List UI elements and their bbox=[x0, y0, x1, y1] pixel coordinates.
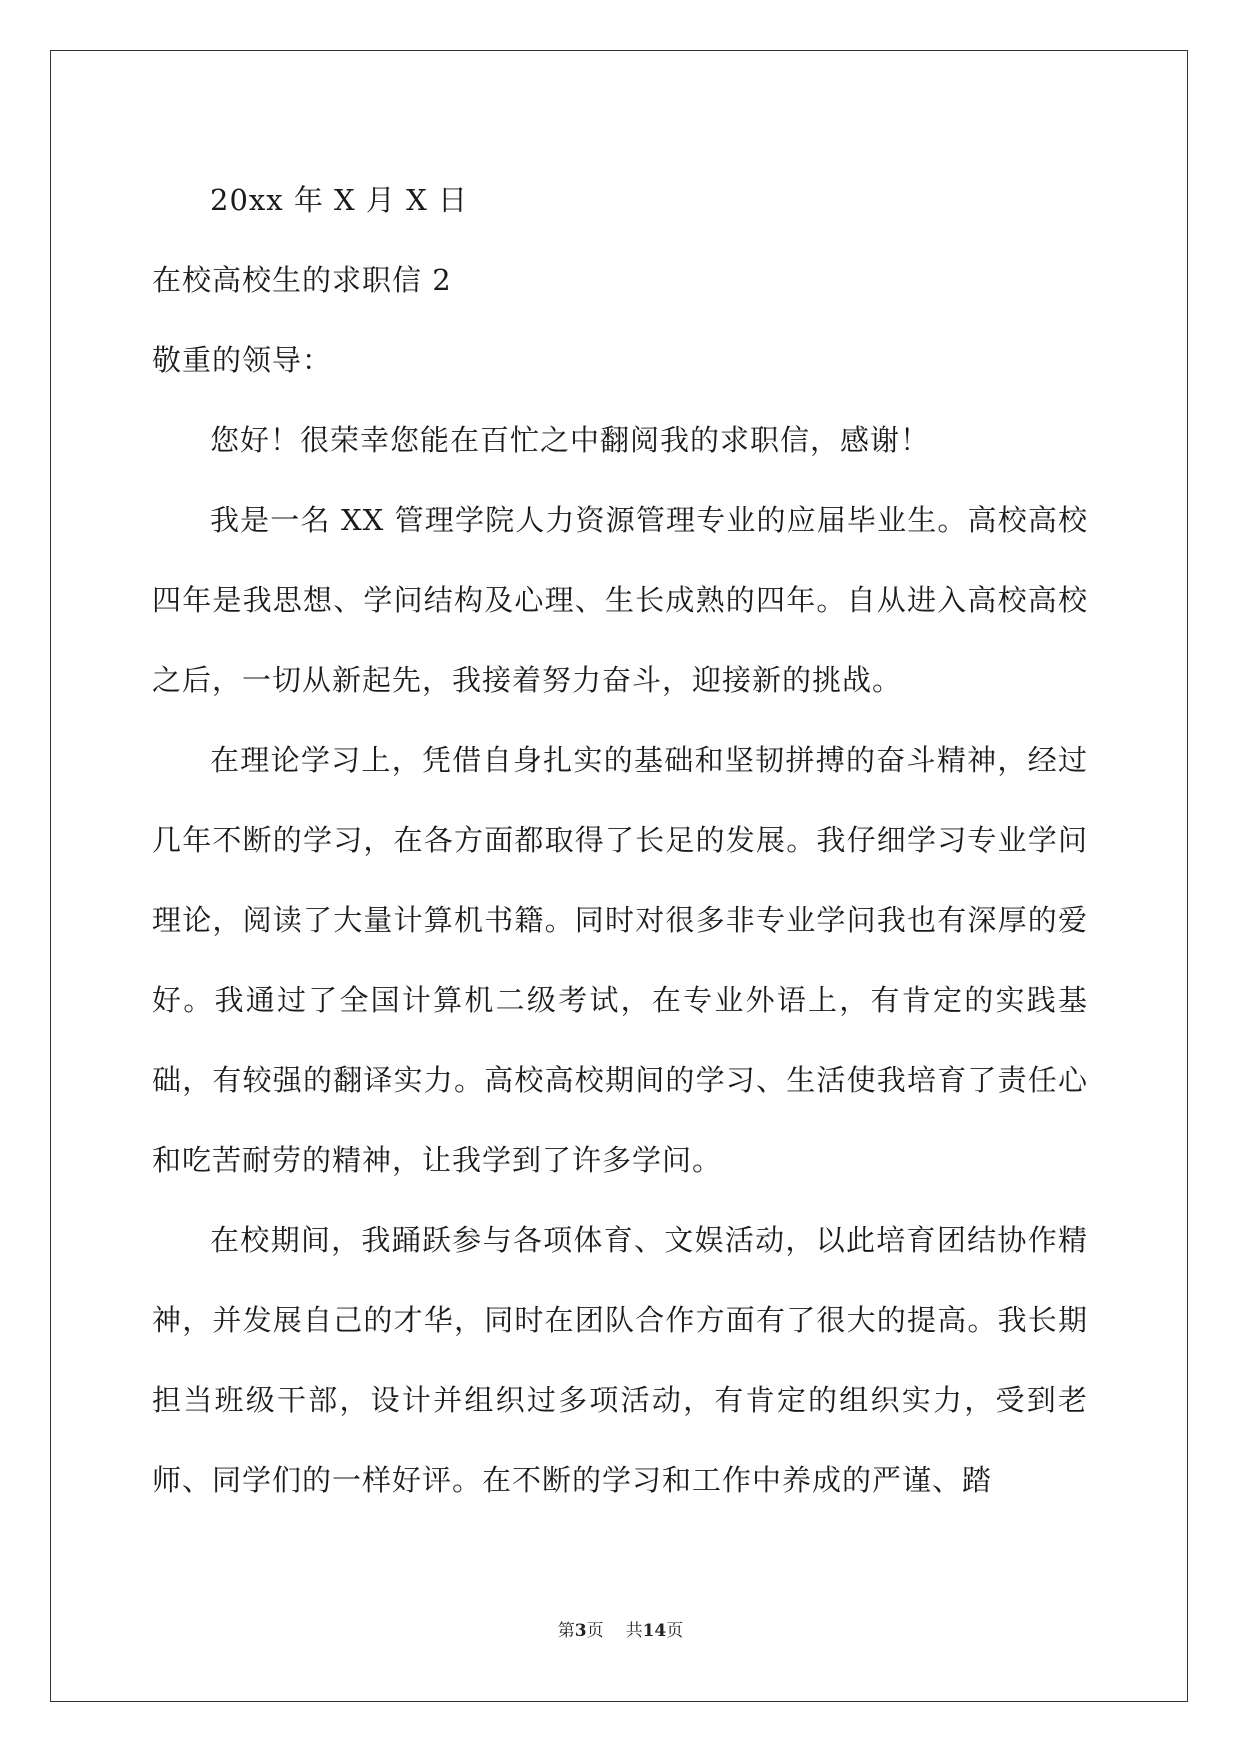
date-line: 20xx 年 X 月 X 日 bbox=[210, 183, 468, 217]
page-prefix: 第 bbox=[557, 1621, 575, 1641]
page-suffix: 页 bbox=[586, 1621, 604, 1641]
paragraph-intro: 我是一名 XX 管理学院人力资源管理专业的应届毕业生。高校高校四年是我思想、学问结构及心理、生长成熟的四年。自从进入高校高校之后，一切从新起先，我接着努力奋斗，迎接新的挑战。 bbox=[152, 503, 1088, 697]
page-footer bbox=[0, 1616, 1241, 1641]
paragraph-activities: 在校期间，我踊跃参与各项体育、文娱活动，以此培育团结协作精神，并发展自己的才华，同时在团队合作方面有了很大的提高。我长期担当班级干部，设计并组织过多项活动，有肯定的组织实力，受到老师、同学们的一样好评。在不断的学习和工作中养成的严谨、踏 bbox=[152, 1223, 1088, 1497]
letter-title: 在校高校生的求职信 2 bbox=[152, 263, 452, 297]
page-number: 3 bbox=[574, 1621, 587, 1641]
total-prefix: 共 bbox=[625, 1621, 643, 1641]
paragraph-greeting: 您好！很荣幸您能在百忙之中翻阅我的求职信，感谢！ bbox=[210, 423, 931, 457]
page-total: 14 bbox=[642, 1621, 667, 1641]
salutation: 敬重的领导： bbox=[152, 343, 333, 377]
document-body bbox=[152, 160, 1088, 1520]
total-suffix: 页 bbox=[666, 1621, 684, 1641]
paragraph-study: 在理论学习上，凭借自身扎实的基础和坚韧拼搏的奋斗精神，经过几年不断的学习，在各方面都取得了长足的发展。我仔细学习专业学问理论，阅读了大量计算机书籍。同时对很多非专业学问我也有深厚的爱好。我通过了全国计算机二级考试，在专业外语上，有肯定的实践基础，有较强的翻译实力。高校高校期间的学习、生活使我培育了责任心和吃苦耐劳的精神，让我学到了许多学问。 bbox=[152, 743, 1088, 1177]
